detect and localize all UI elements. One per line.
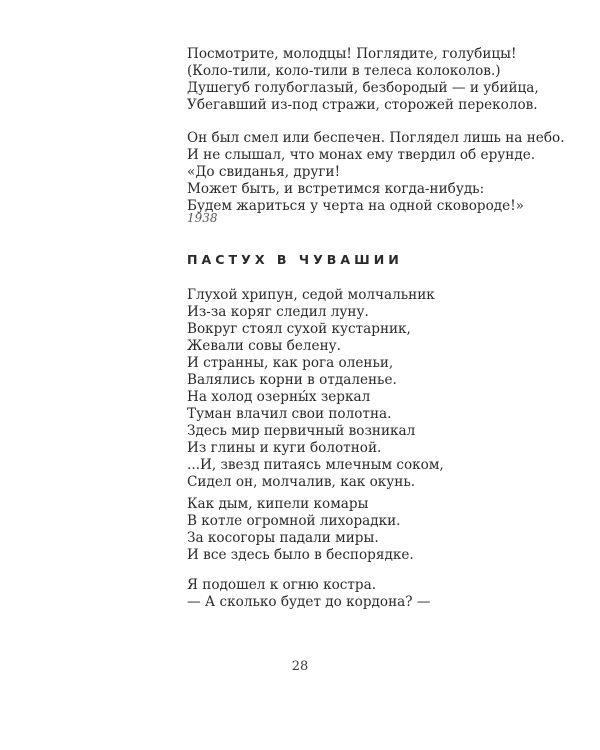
verse-line: Из глины и куги болотной. — [187, 440, 382, 456]
verse-line: На холод озерны́х зеркал — [187, 389, 371, 405]
verse-line: Из-за коряг следил луну. — [187, 304, 369, 320]
verse-line: Будем жариться у черта на одной сковороде!» — [187, 198, 524, 214]
verse-line: Сидел он, молчалив, как окунь. — [187, 474, 416, 490]
poem2-stanza-3 — [187, 577, 430, 611]
verse-line: Убегавший из-под стражи, сторожей переколов. — [187, 97, 538, 113]
verse-line: И не слышал, что монах ему твердил об ерунде. — [187, 147, 536, 163]
verse-line: Душегуб голубоглазый, безбородый — и убийца, — [187, 80, 539, 96]
poem1-stanza-1 — [187, 46, 539, 114]
verse-line: Я подошел к огню костра. — [187, 577, 377, 593]
verse-line: Глухой хрипун, седой молчальник — [187, 287, 435, 303]
verse-line: Валялись корни в отдаленье. — [187, 372, 397, 388]
verse-line: И странны, как рога оленьи, — [187, 355, 394, 371]
poem-date: 1938 — [187, 211, 218, 225]
poem-title: ПАСТУХ В ЧУВАШИИ — [187, 252, 403, 267]
verse-line: В котле огромной лихорадки. — [187, 513, 401, 529]
verse-line: ...И, звезд питаясь млечным соком, — [187, 457, 444, 473]
verse-line: За косогоры падали миры. — [187, 530, 379, 546]
verse-line: Посмотрите, молодцы! Поглядите, голубицы! — [187, 46, 517, 62]
verse-line: И все здесь было в беспорядке. — [187, 547, 414, 563]
verse-line: Туман влачил свои полотна. — [187, 406, 392, 422]
verse-line: — А сколько будет до кордона? — — [187, 594, 431, 610]
verse-line: «До свиданья, други! — [187, 164, 341, 180]
verse-line: (Коло-тили, коло-тили в телеса колоколов.) — [187, 63, 501, 79]
verse-line: Как дым, кипели комары — [187, 496, 369, 512]
page-number: 28 — [291, 659, 309, 674]
poem2-stanza-2 — [187, 496, 414, 564]
verse-line: Здесь мир первичный возникал — [187, 423, 416, 439]
verse-line: Жевали совы белену. — [187, 338, 341, 354]
poem2-stanza-1 — [187, 287, 444, 491]
verse-line: Вокруг стоял сухой кустарник, — [187, 321, 411, 337]
verse-line: Может быть, и встретимся когда-нибудь: — [187, 181, 485, 197]
poem1-stanza-2 — [187, 130, 565, 215]
verse-line: Он был смел или беспечен. Поглядел лишь на небо. — [187, 130, 565, 146]
